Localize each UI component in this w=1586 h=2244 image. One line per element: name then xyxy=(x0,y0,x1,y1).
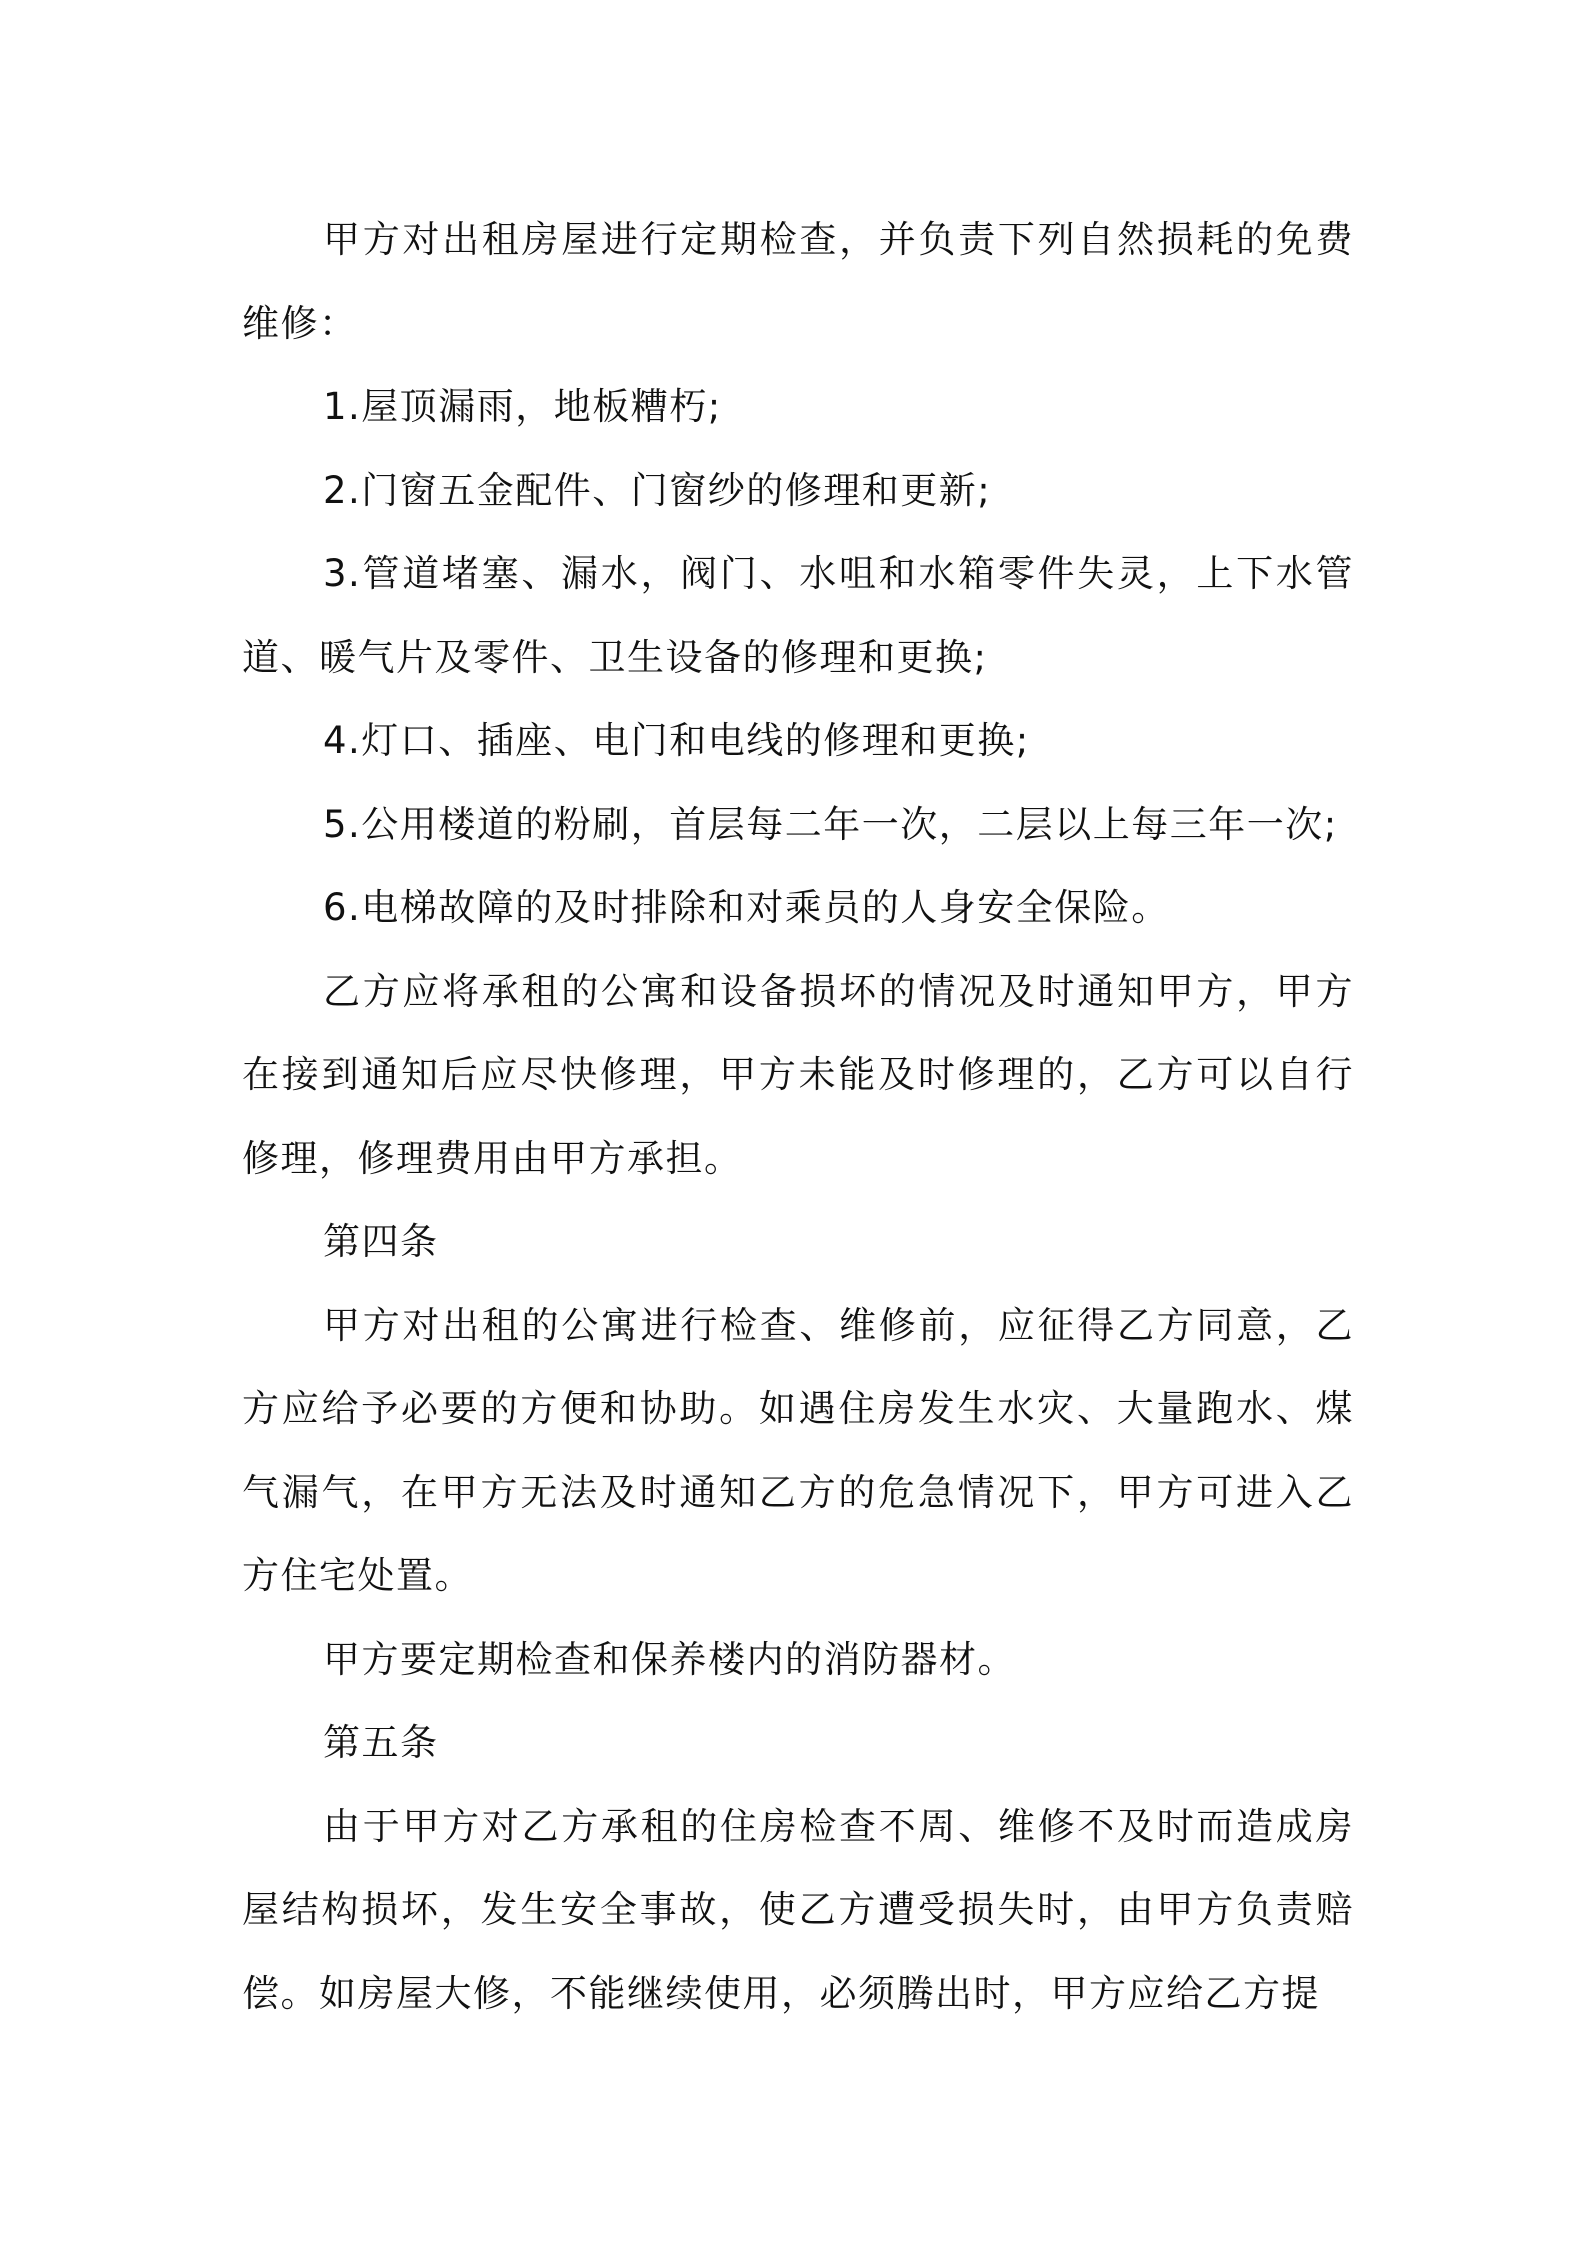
paragraph-maintenance-intro: 甲方对出租房屋进行定期检查，并负责下列自然损耗的免费维修： xyxy=(242,218,1354,345)
section-heading-article-5: 第五条 xyxy=(323,1721,439,1764)
list-item-2: 2.门窗五金配件、门窗纱的修理和更新; xyxy=(323,468,992,512)
paragraph-compensation: 由于甲方对乙方承租的住房检查不周、维修不及时而造成房屋结构损坏，发生安全事故，使乙方遭受损失时，由甲方负责赔偿。如房屋大修，不能继续使用，必须腾出时，甲方应给乙方提 xyxy=(242,1804,1354,2015)
list-item-3: 3.管道堵塞、漏水，阀门、水咀和水箱零件失灵，上下水管道、暖气片及零件、卫生设备的修理和更换; xyxy=(242,552,1354,679)
paragraph-notify-repair: 乙方应将承租的公寓和设备损坏的情况及时通知甲方，甲方在接到通知后应尽快修理，甲方未能及时修理的，乙方可以自行修理，修理费用由甲方承担。 xyxy=(242,969,1354,1180)
list-item-4: 4.灯口、插座、电门和电线的修理和更换; xyxy=(323,719,1030,762)
list-item-6: 6.电梯故障的及时排除和对乘员的人身安全保险。 xyxy=(323,886,1170,929)
paragraph-fire-equipment: 甲方要定期检查和保养楼内的消防器材。 xyxy=(323,1637,1016,1681)
list-item-5: 5.公用楼道的粉刷，首层每二年一次，二层以上每三年一次; xyxy=(323,802,1338,846)
document-body xyxy=(242,198,1354,2035)
paragraph-inspection-consent: 甲方对出租的公寓进行检查、维修前，应征得乙方同意，乙方应给予必要的方便和协助。如遇住房发生水灾、大量跑水、煤气漏气，在甲方无法及时通知乙方的危急情况下，甲方可进入乙方住宅处置。 xyxy=(242,1303,1354,1597)
list-item-1: 1.屋顶漏雨，地板糟朽; xyxy=(323,385,722,428)
section-heading-article-4: 第四条 xyxy=(323,1220,439,1263)
